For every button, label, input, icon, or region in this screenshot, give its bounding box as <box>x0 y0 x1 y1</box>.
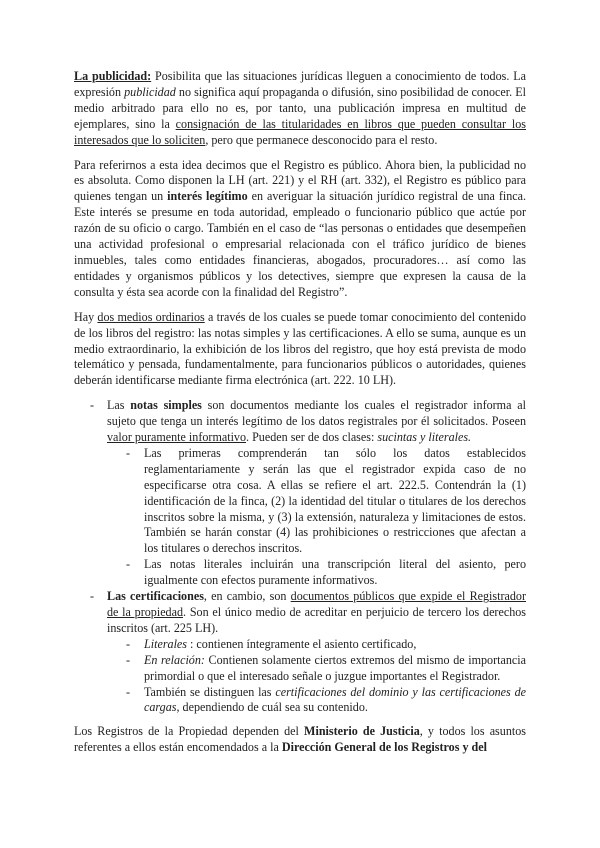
bold-notas-simples: notas simples <box>130 398 202 413</box>
text: Posibilita que las situaciones jurídicas lleguen a conocimiento de todos. La expresión <box>74 69 526 99</box>
italic-publicidad: publicidad <box>124 84 176 99</box>
paragraph-publicidad <box>74 69 526 149</box>
text: son documentos mediante los cuales el registrador informa al sujeto que tenga un interés legítimo de los datos registrales por él solicitados. Poseen <box>107 398 526 429</box>
bold-direccion-general: Dirección General de los Registros y del <box>281 740 487 755</box>
text: en averiguar la situación jurídico registral de una finca. Este interés se presume en toda autoridad, empleado o funcionario público que actúe por razón de su oficio o cargo. También en el caso de “las personas o entidades que desempeñen una actividad profesional o empresarial relacionada con el tráfico jurídico de bienes inmuebles, tales como entidades financieras, abogados, procuradores… así como las entidades y organismos públicos y los detectives, siempre que expresen la causa de la consulta y ésta sea acorde con la finalidad del Registro”. <box>74 189 527 299</box>
dash-bullet: - <box>126 684 131 699</box>
underlined-medios: dos medios ordinarios <box>97 309 205 324</box>
bold-interes-legitimo: interés legítimo <box>167 189 248 204</box>
text: Los Registros de la Propiedad dependen del <box>74 724 305 739</box>
bold-certificaciones: Las certificaciones <box>107 589 204 604</box>
italic-certificaciones: certificaciones del dominio y las certificaciones de cargas <box>144 684 526 715</box>
text: Hay <box>74 309 98 324</box>
text: . Pueden ser de dos clases: <box>246 430 378 445</box>
dash-bullet: - <box>126 445 131 460</box>
medios-list <box>74 398 526 716</box>
text: Para referirnos a esta idea decimos que el Registro es público. Ahora bien, la publicidad no es absoluta. Como disponen la LH (art. 221) y el RH (art. 332), el Registro es público para quienes tengan un <box>74 157 526 204</box>
text: Las primeras comprenderán tan sólo los datos establecidos reglamentariamente y serán las que el registrador expida caso de no especificarse otra cosa. A ellas se refiere el art. 222.5. Contendrán la (1) identificación de la finca, (2) la identidad del titular o titulares de los derechos inscritos sobre la misma, y (3) la extensión, naturaleza y limitaciones de estos. También se harán constar (4) las prohibiciones o restricciones que afectan a los titulares o derechos inscritos. <box>144 445 526 556</box>
dash-bullet: - <box>90 589 95 604</box>
text: a través de los cuales se puede tomar conocimiento del contenido de los libros del registro: las notas simples y las certificaciones. A ello se suma, aunque es un medio extraordinario, la exhibición de los libros del registro, que hoy está prevista de modo telemático y pensada, fundamentalmente, para funcionarios públicos o autoridades, quienes deberán identificarse mediante firma electrónica (art. 222. 10 LH). <box>74 309 527 388</box>
sublist-item <box>126 636 526 653</box>
paragraph-medios <box>74 310 526 390</box>
document-page <box>74 69 526 756</box>
italic-en-relacion: En relación: <box>144 652 205 667</box>
text: , dependiendo de cuál sea su contenido. <box>176 700 368 715</box>
list-item-notas-simples <box>74 398 526 589</box>
underlined-documentos: documentos públicos que expide el Registrador de la propiedad <box>107 589 526 619</box>
sublist-item <box>126 445 526 557</box>
term-publicidad: La publicidad: <box>74 69 152 83</box>
text: no significa aquí propaganda o difusión, sino posibilidad de conocer. El medio arbitrado para ello no es, por tanto, una publicación impresa en multitud de ejemplares, sino la <box>74 84 526 131</box>
list-item-certificaciones <box>74 589 526 716</box>
dash-bullet: - <box>90 398 95 413</box>
dash-bullet: - <box>126 652 131 667</box>
dash-bullet: - <box>126 557 131 572</box>
text: Contienen solamente ciertos extremos del mismo de importancia primordial o que el interesado señale o juzgue importantes el Registrador. <box>144 652 527 683</box>
text: También se distinguen las <box>144 684 276 699</box>
notas-sublist <box>126 445 526 589</box>
sublist-item <box>126 557 526 589</box>
sublist-item <box>126 652 527 685</box>
italic-clases: sucintas y literales. <box>377 430 472 445</box>
certificaciones-sublist <box>126 636 527 717</box>
dash-bullet: - <box>126 636 131 651</box>
text: , en cambio, son <box>203 589 291 604</box>
text: , pero que permanece desconocido para el resto. <box>205 132 438 147</box>
text: : contienen íntegramente el asiento certificado, <box>187 636 417 651</box>
text: , y todos los asuntos referentes a ellos están encomendados a la <box>74 724 526 755</box>
text: Las notas literales incluirán una transcripción literal del asiento, pero igualmente con efectos puramente informativos. <box>144 557 526 588</box>
paragraph-registro-publico <box>74 158 526 301</box>
bold-ministerio: Ministerio de Justicia <box>304 724 420 739</box>
paragraph-registros-dependen <box>74 724 526 756</box>
text: Las <box>107 398 131 413</box>
underlined-phrase: consignación de las titularidades en libros que pueden consultar los interesados que lo soliciten <box>74 116 526 147</box>
underlined-valor: valor puramente informativo <box>107 430 247 445</box>
italic-literales: Literales <box>144 636 188 651</box>
sublist-item <box>126 684 526 717</box>
text: . Son el único medio de acreditar en perjuicio de tercero los derechos inscritos (art. 225 LH). <box>107 605 526 635</box>
